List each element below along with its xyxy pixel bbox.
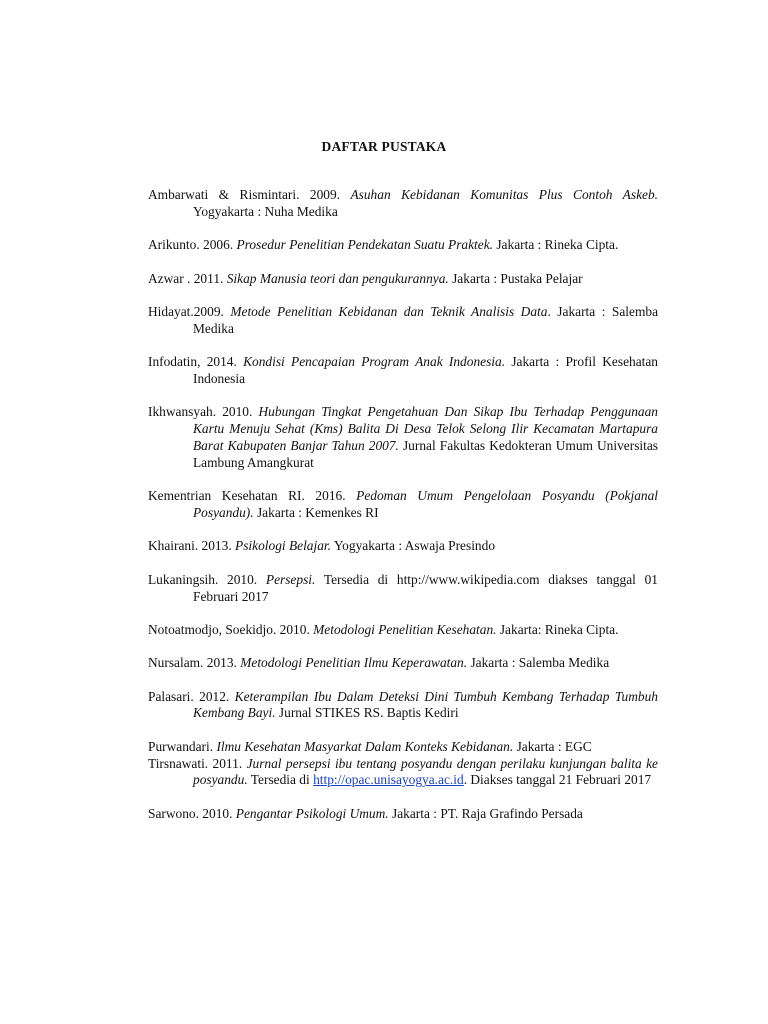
reference-publisher: Jakarta : Rineka Cipta. xyxy=(493,237,619,253)
reference-work-title: Pedoman Umum Pengelolaan Posyandu (Pokjanal Posyandu). xyxy=(193,488,659,520)
reference-item xyxy=(148,187,658,221)
reference-item xyxy=(148,572,658,606)
reference-author-year: Arikunto. 2006. xyxy=(148,237,237,253)
page-title: DAFTAR PUSTAKA xyxy=(321,139,447,154)
reference-work-title: Metodologi Penelitian Ilmu Keperawatan. xyxy=(240,655,468,671)
reference-item xyxy=(148,806,658,823)
reference-item xyxy=(148,271,658,288)
reference-publisher: Jakarta : PT. Raja Grafindo Persada xyxy=(388,805,583,821)
reference-publisher: Yogyakarta : Nuha Medika xyxy=(193,203,338,219)
reference-work-title: Pengantar Psikologi Umum. xyxy=(235,805,389,821)
reference-author-year: Palasari. 2012. xyxy=(148,688,235,704)
reference-work-title: Kondisi Pencapaian Program Anak Indonesia. xyxy=(243,354,506,370)
reference-item xyxy=(148,304,658,338)
reference-author-year: Kementrian Kesehatan RI. 2016. xyxy=(148,488,357,504)
reference-publisher: Jakarta : Pustaka Pelajar xyxy=(448,270,583,286)
reference-author-year: Ikhwansyah. 2010. xyxy=(148,404,259,420)
reference-publisher: Jurnal STIKES RS. Baptis Kediri xyxy=(275,705,459,721)
reference-work-title: Asuhan Kebidanan Komunitas Plus Contoh Askeb. xyxy=(350,187,659,202)
reference-work-title: Persepsi. xyxy=(265,571,316,587)
reference-item xyxy=(148,538,658,555)
reference-url-link[interactable]: http://opac.unisayogya.ac.id xyxy=(313,772,464,788)
reference-author-year: Hidayat.2009. xyxy=(148,303,231,319)
reference-author-year: Tirsnawati. 2011. xyxy=(148,755,247,771)
reference-work-title: Jurnal persepsi ibu tentang posyandu dengan perilaku kunjungan balita ke posyandu. xyxy=(193,755,658,788)
reference-item xyxy=(148,756,658,790)
reference-item xyxy=(148,739,658,756)
reference-list xyxy=(148,187,658,839)
reference-author-year: Nursalam. 2013. xyxy=(148,655,241,671)
reference-author-year: Ambarwati & Rismintari. 2009. xyxy=(148,187,351,202)
reference-work-title: Ilmu Kesehatan Masyarkat Dalam Konteks Kebidanan. xyxy=(216,738,514,754)
reference-work-title: Sikap Manusia teori dan pengukurannya. xyxy=(226,270,449,286)
reference-publisher: Jakarta : Kemenkes RI xyxy=(253,504,379,520)
reference-item xyxy=(148,488,658,522)
reference-work-title: Hubungan Tingkat Pengetahuan Dan Sikap Ibu Terhadap Penggunaan Kartu Menuju Sehat (Kms) Balita Di Desa Telok Selong Ilir Kecamatan Martapura Barat Kabupaten Banjar Tahun 2007. xyxy=(193,404,658,453)
reference-publisher: Jakarta : Salemba Medika xyxy=(467,655,610,671)
reference-work-title: Metode Penelitian Kebidanan dan Teknik Analisis Data xyxy=(230,303,548,319)
reference-work-title: Psikologi Belajar. xyxy=(235,538,331,554)
reference-author-year: Purwandari. xyxy=(148,738,217,754)
reference-author-year: Azwar . 2011. xyxy=(148,270,227,286)
reference-item xyxy=(148,237,658,254)
reference-work-title: Metodologi Penelitian Kesehatan. xyxy=(313,621,497,637)
reference-publisher: . Jakarta : Salemba Medika xyxy=(193,303,659,336)
reference-item xyxy=(148,404,658,471)
reference-author-year: Infodatin, 2014. xyxy=(148,354,244,370)
reference-publisher: Jakarta : EGC xyxy=(513,738,592,754)
reference-publisher: Tersedia di http://www.wikipedia.com diakses tanggal 01 Februari 2017 xyxy=(193,571,658,604)
reference-publisher: Jakarta : Profil Kesehatan Indonesia xyxy=(193,354,659,386)
reference-author-year: Sarwono. 2010. xyxy=(148,805,236,821)
reference-work-title: Prosedur Penelitian Pendekatan Suatu Praktek. xyxy=(236,237,493,253)
reference-publisher: Jakarta: Rineka Cipta. xyxy=(496,621,619,637)
reference-item xyxy=(148,622,658,639)
reference-author-year: Khairani. 2013. xyxy=(148,538,236,554)
reference-work-title: Keterampilan Ibu Dalam Deteksi Dini Tumbuh Kembang Terhadap Tumbuh Kembang Bayi. xyxy=(193,688,659,721)
reference-item xyxy=(148,655,658,672)
reference-access-date: . Diakses tanggal 21 Februari 2017 xyxy=(463,772,652,788)
reference-item xyxy=(148,354,658,388)
reference-publisher: Yogyakarta : Aswaja Presindo xyxy=(331,538,496,554)
reference-author-year: Notoatmodjo, Soekidjo. 2010. xyxy=(148,621,314,637)
reference-item xyxy=(148,689,658,723)
reference-publisher: Tersedia di xyxy=(247,772,314,788)
reference-author-year: Lukaningsih. 2010. xyxy=(148,571,266,587)
reference-publisher: Jurnal Fakultas Kedokteran Umum Universitas Lambung Amangkurat xyxy=(193,437,658,470)
